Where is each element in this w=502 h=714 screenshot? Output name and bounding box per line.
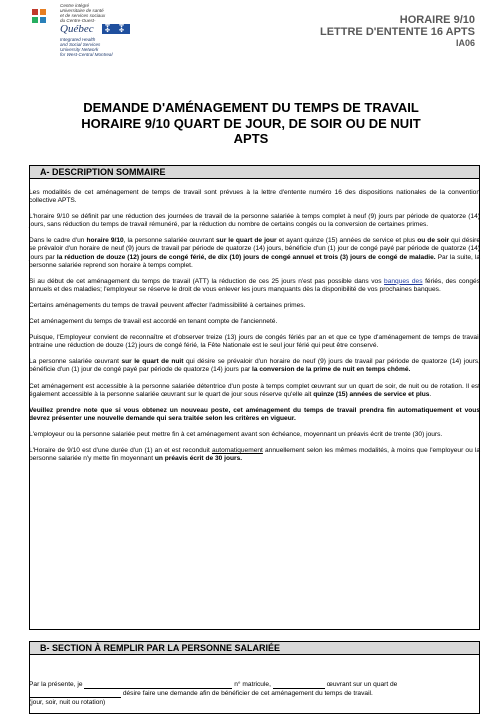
paragraph: L'Horaire de 9/10 est d'une durée d'un (1) an et est reconduit automatiquement annuellement selon les mêmes modalités, à moins que l'employeur ou la personne salariée n'y mette fin moyennant un préavis écrit de 30 jours. <box>29 446 481 463</box>
paragraph: L'employeur ou la personne salariée peut mettre fin à cet aménagement avant son échéance, moyennant un préavis écrit de trente (30) jours. <box>29 430 443 438</box>
paragraph: Certains aménagements du temps de travail peuvent affecter l'admissibilité à certaines primes. <box>29 301 306 309</box>
form-line-2: désire faire une demande afin de bénéficier de cet aménagement du temps de travail. <box>29 690 480 698</box>
quebec-flag-icon: ✤ ✤ ✤ ✤ <box>102 24 130 34</box>
name-field[interactable] <box>84 681 232 689</box>
document-codes <box>320 14 475 49</box>
paragraph: Dans le cadre d'un horaire 9/10, la personne salariée œuvrant sur le quart de jour et ayant quinze (15) années de service et plus ou de soir qui désire se prévaloir d'un horaire de neuf (9) jours de travail par période de quatorze (14) jours, bénéficie d'un (1) jour de congé payé par période de quatorze (14) jours par la réduction de douze (12) jours de congé férié, de dix (10) jours de congé annuel et trois (3) jours de congé de maladie. Par la suite, la personne salariée reprend son horaire à temps complet. <box>29 237 480 269</box>
paragraph: Si au début de cet aménagement du temps de travail (ATT) la réduction de ces 25 jours n'est pas possible dans vos banques des fériés, des congés annuels et des maladies; l'employeur se réserve le droit de vous enlever les jours manquants dès la disponibilité de vos prochaines banques. <box>29 277 481 293</box>
paragraph: Cet aménagement est accessible à la personne salariée détentrice d'un poste à temps complet œuvrant sur un quart de soir, de nuit ou de rotation. Il est également accessible à la personne salariée œuvrant sur le quart de jour sous réserve qu'elle ait quinze (15) années de service et plus. <box>29 382 480 398</box>
logo-org-name: Centre intégré universitaire de santé et de services sociaux du Centre-Ouest- <box>60 3 106 23</box>
banques-link[interactable]: banques des <box>384 277 423 285</box>
logo-quebec-text: Québec <box>60 23 94 35</box>
document-title: DEMANDE D'AMÉNAGEMENT DU TEMPS DE TRAVAIL HORAIRE 9/10 QUART DE JOUR, DE SOIR OU DE NUIT APTS <box>81 100 421 146</box>
agreement-code: LETTRE D'ENTENTE 16 APTS <box>319 26 475 38</box>
form-line-1: Par la présente, je n° matricule, œuvrant sur un quart de <box>29 681 398 688</box>
page-header <box>0 0 502 70</box>
section-a-content <box>29 189 480 471</box>
paragraph: La personne salariée œuvrant sur le quart de nuit qui désire se prévaloir d'un horaire de neuf (9) jours de travail par période de quatorze (14) jours, bénéficie d'un (1) jour de congé payé par période de quatorze (14) jours par la conversion de la prime de nuit en temps chômé. <box>29 358 480 374</box>
section-b-header: B- SECTION À REMPLIR PAR LA PERSONNE SALARIÉE <box>29 641 480 655</box>
schedule-code: HORAIRE 9/10 <box>399 14 475 26</box>
ciusss-logo <box>30 3 230 65</box>
shift-field[interactable] <box>29 690 121 698</box>
paragraph: Cet aménagement du temps de travail est accordé en tenant compte de l'ancienneté. <box>29 318 278 326</box>
paragraph: Puisque, l'Employeur convient de reconnaître et d'observer treize (13) jours de congés fériés par an et que ce type d'aménagement de temps de travail entraine une réduction de douze (12) jours de congé férié, la Fête Nationale est le seul jour férié qui peut être conservé. <box>29 334 480 350</box>
shift-hint: (jour, soir, nuit ou rotation) <box>29 699 106 706</box>
section-a-header: A- DESCRIPTION SOMMAIRE <box>29 165 480 179</box>
logo-mark-icon <box>30 7 54 37</box>
logo-org-name-en: Integrated Health and Social Services University Network for West-Central Montreal <box>60 37 113 57</box>
paragraph: L'horaire 9/10 se définit par une réduction des journées de travail de la personne salariée à temps complet à neuf (9) jours par période de quatorze (14) jours, sans réduction du temps de travail rémunéré, par la réduction du nombre de certains congés ou la conversion de certaines primes. <box>29 213 480 229</box>
form-code: IA06 <box>455 38 475 48</box>
paragraph: Les modalités de cet aménagement de temps de travail sont prévues à la lettre d'entente numéro 16 des dispositions nationales de la convention collective APTS. <box>29 189 480 205</box>
paragraph-notice: Veuillez prendre note que si vous obtenez un nouveau poste, cet aménagement du temps de travail prendra fin automatiquement et vous devrez présenter une nouvelle demande qui sera traitée selon les critères en vigueur. <box>29 406 480 422</box>
employee-number-field[interactable] <box>273 681 325 689</box>
